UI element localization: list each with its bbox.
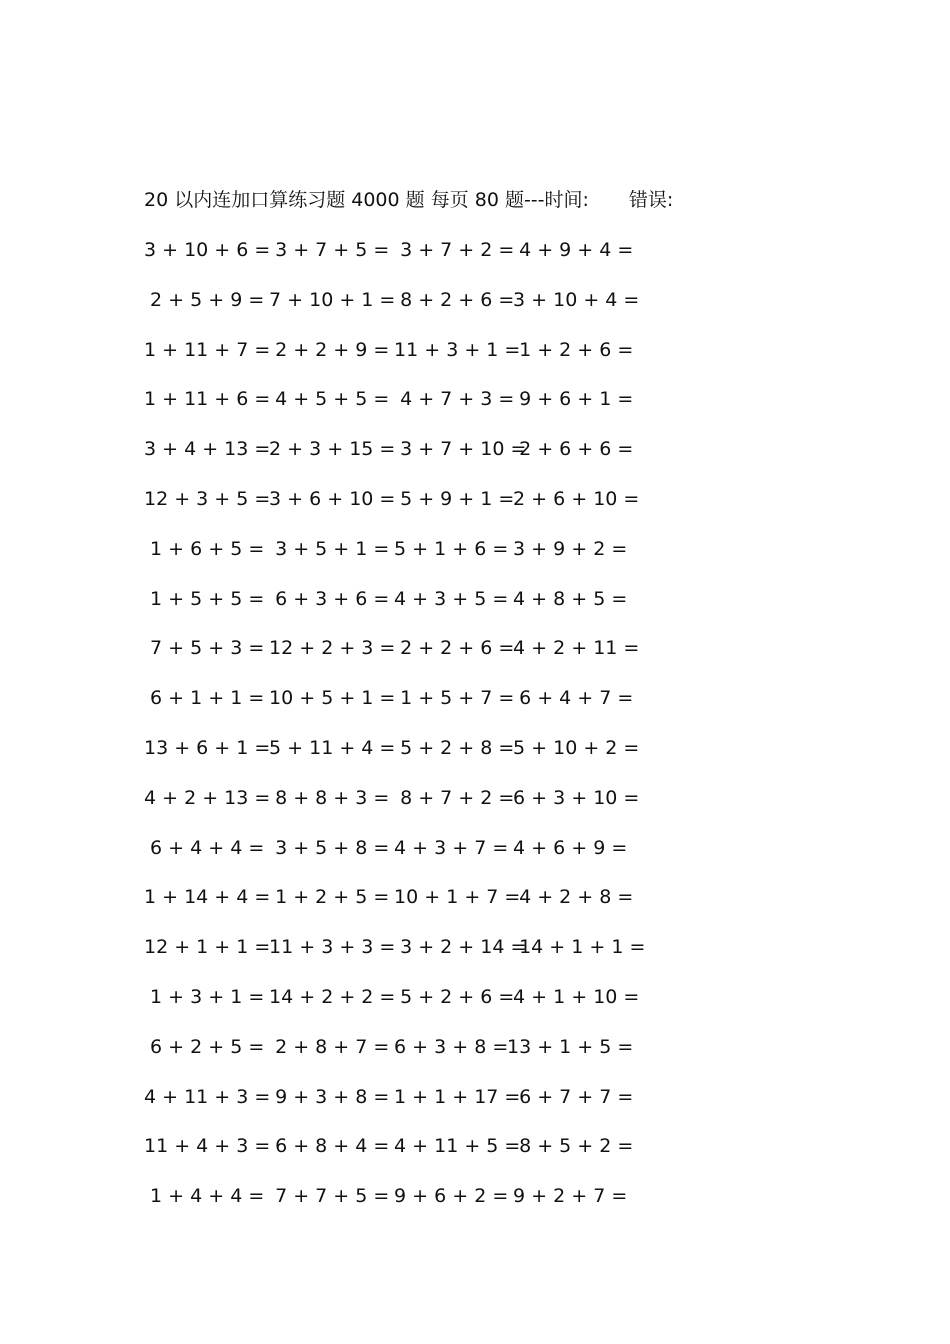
addition-problem: 14 + 2 + 2 = (263, 985, 396, 1008)
addition-problem: 6 + 2 + 5 = (144, 1035, 265, 1058)
addition-problem: 3 + 4 + 13 = (144, 438, 271, 461)
addition-problem: 6 + 8 + 4 = (263, 1135, 390, 1158)
addition-problem: 3 + 5 + 8 = (263, 836, 390, 859)
addition-problem: 6 + 3 + 10 = (507, 786, 640, 809)
addition-problem: 10 + 5 + 1 = (263, 687, 396, 710)
addition-problem: 1 + 1 + 17 = (388, 1085, 521, 1108)
addition-problem: 13 + 6 + 1 = (144, 736, 271, 759)
addition-problem: 1 + 14 + 4 = (144, 886, 271, 909)
addition-problem: 9 + 6 + 2 = (388, 1185, 509, 1208)
addition-problem: 4 + 5 + 5 = (263, 388, 390, 411)
addition-problem: 5 + 2 + 6 = (388, 985, 515, 1008)
addition-problem: 5 + 2 + 8 = (388, 736, 515, 759)
addition-problem: 1 + 11 + 7 = (144, 338, 271, 361)
addition-problem: 2 + 3 + 15 = (263, 438, 396, 461)
addition-problem: 9 + 2 + 7 = (507, 1185, 628, 1208)
addition-problem: 8 + 7 + 2 = (388, 786, 515, 809)
addition-problem: 4 + 8 + 5 = (507, 587, 628, 610)
addition-problem: 4 + 3 + 5 = (388, 587, 509, 610)
addition-problem: 11 + 3 + 3 = (263, 936, 396, 959)
addition-problem: 6 + 4 + 7 = (507, 687, 634, 710)
addition-problem: 7 + 5 + 3 = (144, 637, 265, 660)
addition-problem: 2 + 8 + 7 = (263, 1035, 390, 1058)
addition-problem: 2 + 5 + 9 = (144, 288, 265, 311)
addition-problem: 3 + 7 + 2 = (388, 239, 515, 261)
addition-problem: 3 + 2 + 14 = (388, 936, 527, 959)
addition-problem: 1 + 5 + 7 = (388, 687, 515, 710)
addition-problem: 1 + 2 + 5 = (263, 886, 390, 909)
addition-problem: 8 + 8 + 3 = (263, 786, 390, 809)
addition-problem: 6 + 1 + 1 = (144, 687, 265, 710)
addition-problem: 5 + 9 + 1 = (388, 487, 515, 510)
addition-problem: 4 + 9 + 4 = (507, 239, 634, 261)
worksheet-title: 20 以内连加口算练习题 4000 题 每页 80 题---时间: (144, 189, 589, 211)
addition-problem: 3 + 10 + 6 = (144, 239, 271, 261)
addition-problem: 3 + 7 + 5 = (263, 239, 390, 261)
addition-problem: 4 + 6 + 9 = (507, 836, 628, 859)
addition-problem: 2 + 6 + 6 = (507, 438, 634, 461)
addition-problem: 4 + 2 + 11 = (507, 637, 640, 660)
addition-problem: 9 + 3 + 8 = (263, 1085, 390, 1108)
addition-problem: 2 + 6 + 10 = (507, 487, 640, 510)
addition-problem: 3 + 6 + 10 = (263, 487, 396, 510)
addition-problem: 4 + 3 + 7 = (388, 836, 509, 859)
worksheet-header (144, 186, 673, 214)
addition-problem: 2 + 2 + 6 = (388, 637, 515, 660)
addition-problem: 14 + 1 + 1 = (507, 936, 646, 959)
addition-problem: 7 + 10 + 1 = (263, 288, 396, 311)
addition-problem: 5 + 10 + 2 = (507, 736, 640, 759)
addition-problem: 1 + 6 + 5 = (144, 537, 265, 560)
addition-problem: 11 + 4 + 3 = (144, 1135, 271, 1158)
addition-problem: 3 + 9 + 2 = (507, 537, 628, 560)
addition-problem: 1 + 4 + 4 = (144, 1185, 265, 1208)
addition-problem: 6 + 3 + 8 = (388, 1035, 509, 1058)
addition-problem: 6 + 3 + 6 = (263, 587, 390, 610)
addition-problem: 12 + 1 + 1 = (144, 936, 271, 959)
addition-problem: 12 + 3 + 5 = (144, 487, 271, 510)
addition-problem: 8 + 5 + 2 = (507, 1135, 634, 1158)
addition-problem: 4 + 1 + 10 = (507, 985, 640, 1008)
addition-problem: 10 + 1 + 7 = (388, 886, 521, 909)
addition-problem: 8 + 2 + 6 = (388, 288, 515, 311)
addition-problem: 4 + 2 + 8 = (507, 886, 634, 909)
addition-problem: 1 + 2 + 6 = (507, 338, 634, 361)
addition-problem: 2 + 2 + 9 = (263, 338, 390, 361)
addition-problem: 3 + 7 + 10 = (388, 438, 527, 461)
addition-problem: 11 + 3 + 1 = (388, 338, 521, 361)
addition-problem: 7 + 7 + 5 = (263, 1185, 390, 1208)
addition-problem: 9 + 6 + 1 = (507, 388, 634, 411)
addition-problem: 3 + 5 + 1 = (263, 537, 390, 560)
addition-problem: 4 + 7 + 3 = (388, 388, 515, 411)
addition-problem: 3 + 10 + 4 = (507, 288, 640, 311)
errors-label: 错误: (628, 189, 674, 211)
addition-problem: 4 + 11 + 3 = (144, 1085, 271, 1108)
addition-problem: 6 + 4 + 4 = (144, 836, 265, 859)
addition-problem: 1 + 3 + 1 = (144, 985, 265, 1008)
addition-problem: 13 + 1 + 5 = (507, 1035, 634, 1058)
addition-problem: 6 + 7 + 7 = (507, 1085, 634, 1108)
addition-problem: 12 + 2 + 3 = (263, 637, 396, 660)
addition-problem: 5 + 11 + 4 = (263, 736, 396, 759)
addition-problem: 5 + 1 + 6 = (388, 537, 509, 560)
addition-problem: 1 + 11 + 6 = (144, 388, 271, 411)
addition-problem: 4 + 2 + 13 = (144, 786, 271, 809)
addition-problem: 1 + 5 + 5 = (144, 587, 265, 610)
addition-problem: 4 + 11 + 5 = (388, 1135, 521, 1158)
